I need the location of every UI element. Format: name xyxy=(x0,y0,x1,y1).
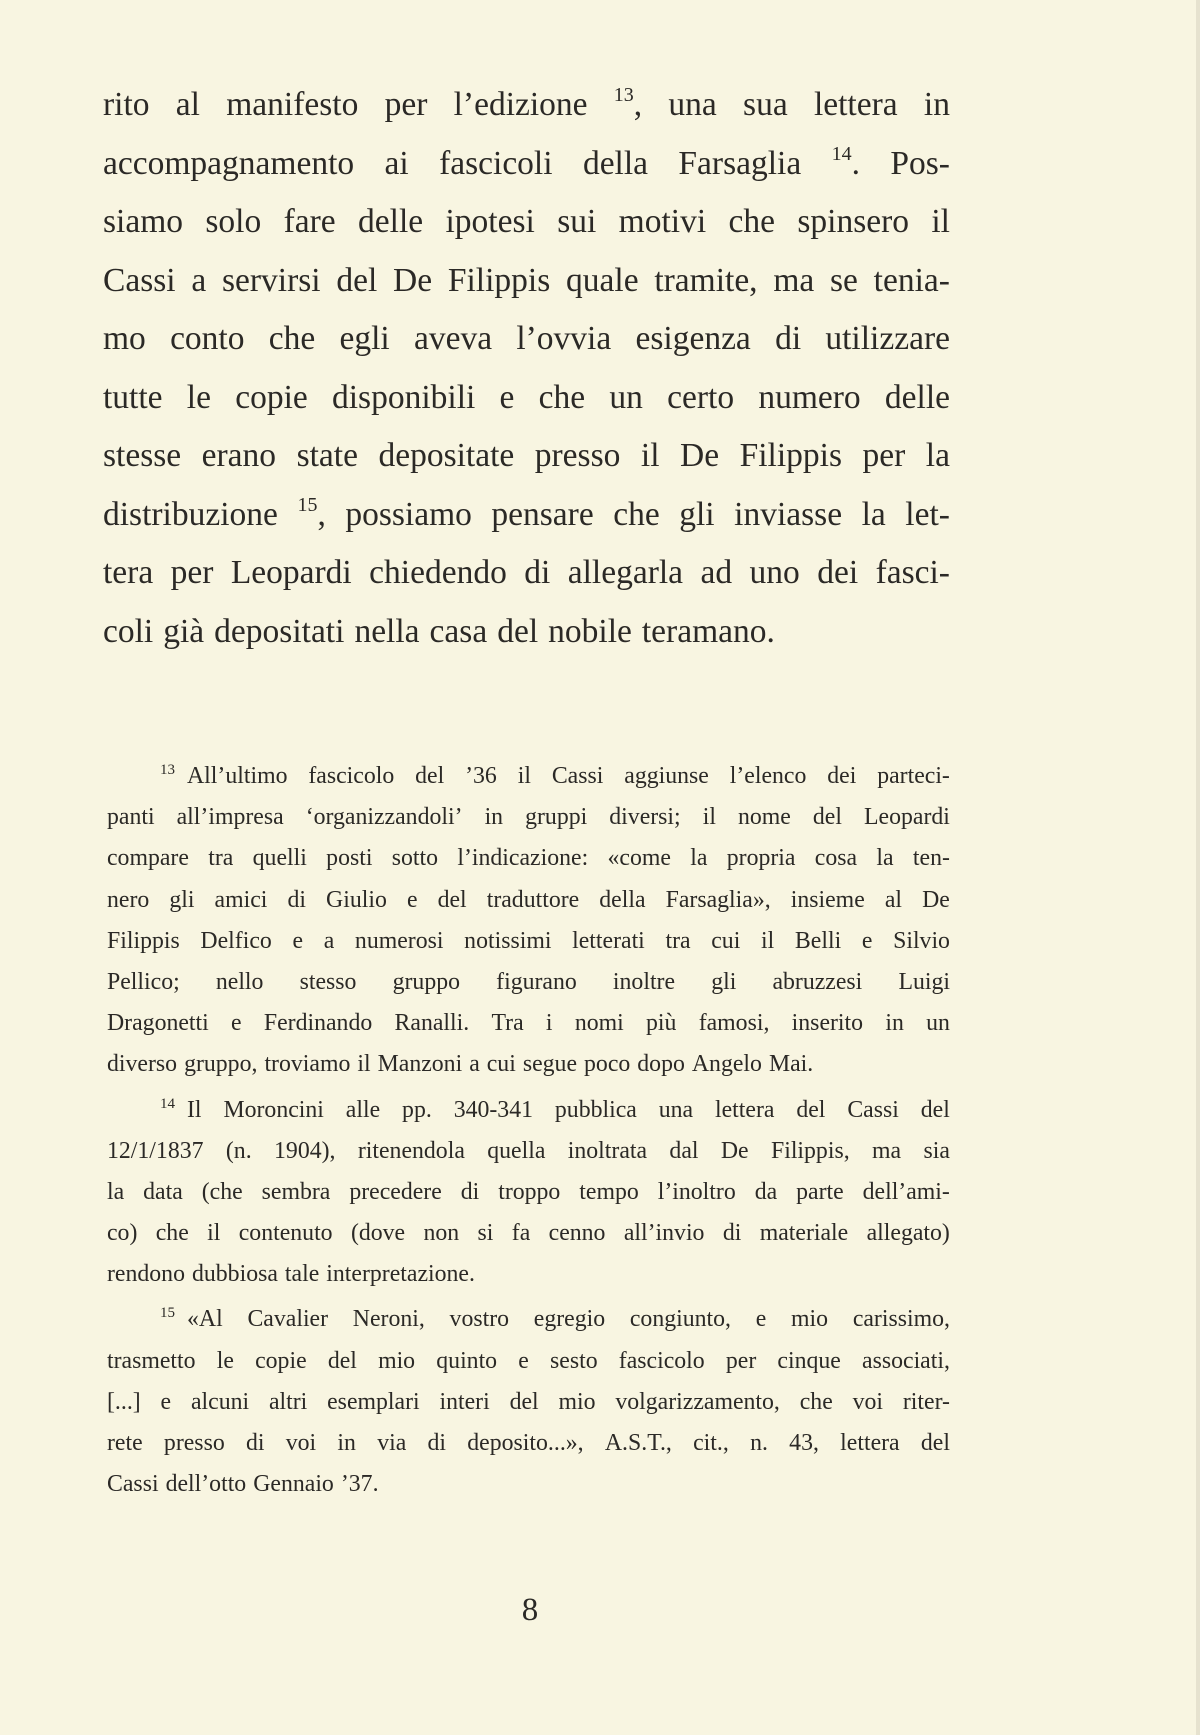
footnote-line: $^{14}$ Il Moroncini alle pp. 340-341 pubblica una lettera del Cassi del xyxy=(160,1095,950,1123)
footnote-line: Pellico; nello stesso gruppo figurano inoltre gli abruzzesi Luigi xyxy=(107,968,950,995)
main-body-text xyxy=(103,76,950,661)
footnote-number: 13 xyxy=(160,762,175,778)
main-text-line: accompagnamento ai fascicoli della Farsaglia $^{14}$. Pos- xyxy=(103,142,950,182)
main-text-line: rito al manifesto per l’edizione $^{13}$, una sua lettera in xyxy=(103,84,950,123)
footnote-line: $^{13}$ All’ultimo fascicolo del ’36 il Cassi aggiunse l’elenco dei parteci- xyxy=(160,762,950,789)
footnote-reference: 13 xyxy=(613,84,634,106)
page-edge-shadow xyxy=(1196,0,1200,1735)
footnote-line: nero gli amici di Giulio e del traduttore della Farsaglia», insieme al De xyxy=(107,886,950,913)
main-text-line: tutte le copie disponibili e che un certo numero delle xyxy=(103,378,950,416)
footnote-13 xyxy=(107,756,950,1086)
main-text-line: mo conto che egli aveva l’ovvia esigenza di utilizzare xyxy=(103,320,950,357)
footnote-number: 15 xyxy=(160,1305,175,1322)
footnote-number: 14 xyxy=(160,1095,175,1112)
footnotes-section xyxy=(107,756,950,1505)
main-text-line: stesse erano state depositate presso il De Filippis per la xyxy=(103,437,950,474)
footnote-line: la data (che sembra precedere di troppo tempo l’inoltro da parte dell’ami- xyxy=(107,1178,950,1205)
footnote-line: rendono dubbiosa tale interpretazione. xyxy=(107,1261,475,1288)
footnote-15 xyxy=(107,1299,950,1505)
page-number: 8 xyxy=(521,1592,539,1628)
footnote-line: rete presso di voi in via di deposito...», A.S.T., cit., n. 43, lettera del xyxy=(107,1430,950,1456)
footnote-line: [...] e alcuni altri esemplari interi del mio volgarizzamento, che voi riter- xyxy=(107,1388,950,1415)
footnote-line: diverso gruppo, troviamo il Manzoni a cui segue poco dopo Angelo Mai. xyxy=(107,1051,814,1078)
footnote-line: Dragonetti e Ferdinando Ranalli. Tra i nomi più famosi, inserito in un xyxy=(107,1010,950,1037)
footnote-reference: 15 xyxy=(297,493,318,516)
main-text-line: Cassi a servirsi del De Filippis quale tramite, ma se tenia- xyxy=(103,261,950,299)
main-text-line: coli già depositati nella casa del nobile teramano. xyxy=(103,612,775,650)
footnote-line: $^{15}$ «Al Cavalier Neroni, vostro egregio congiunto, e mio carissimo, xyxy=(160,1305,950,1333)
main-text-line: tera per Leopardi chiedendo di allegarla ad uno dei fasci- xyxy=(103,554,950,591)
footnote-line: trasmetto le copie del mio quinto e sesto fascicolo per cinque associati, xyxy=(107,1347,950,1374)
footnote-line: Cassi dell’otto Gennaio ’37. xyxy=(107,1471,379,1498)
footnote-14 xyxy=(107,1090,950,1296)
footnote-reference: 14 xyxy=(831,142,852,165)
footnote-line: panti all’impresa ‘organizzandoli’ in gruppi diversi; il nome del Leopardi xyxy=(107,804,950,831)
main-text-line: siamo solo fare delle ipotesi sui motivi che spinsero il xyxy=(103,203,950,240)
main-text-line: distribuzione $^{15}$, possiamo pensare che gli inviasse la let- xyxy=(103,493,950,533)
footnote-line: co) che il contenuto (dove non si fa cenno all’invio di materiale allegato) xyxy=(107,1220,950,1247)
footnote-line: 12/1/1837 (n. 1904), ritenendola quella inoltrata dal De Filippis, ma sia xyxy=(107,1137,950,1164)
footnote-line: Filippis Delfico e a numerosi notissimi letterati tra cui il Belli e Silvio xyxy=(107,927,950,954)
footnote-line: compare tra quelli posti sotto l’indicazione: «come la propria cosa la ten- xyxy=(107,845,950,872)
